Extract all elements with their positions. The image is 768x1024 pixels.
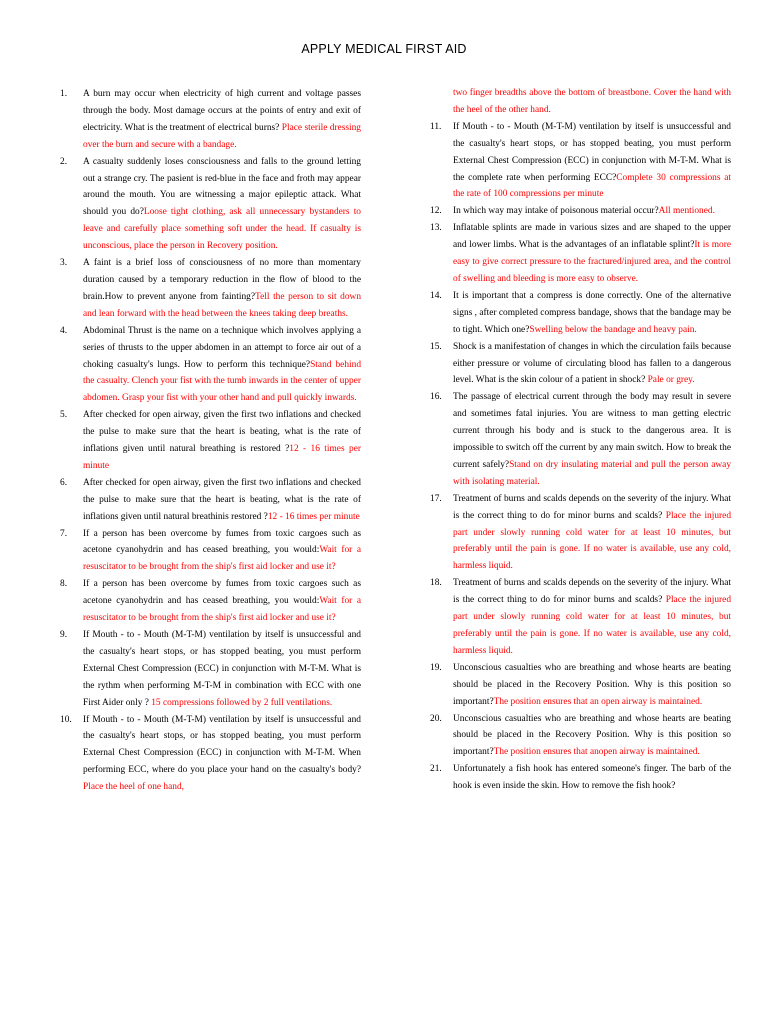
question-text: A casualty suddenly loses consciousness and falls to the ground letting out a strange cry. The pasient is red-blue in the face and froth may appear around the mouth. You are witnessing a major epileptic attack. What should you do? [83,156,361,218]
question-item [430,220,731,288]
question-item [60,526,362,577]
question-item [430,389,732,490]
answer-text: All mentioned. [658,206,715,217]
question-item [60,255,362,323]
question-text: It is important that a compress is done correctly. One of the alternative signs , after completed compress bandage, shows that the bandage may be to tight. Which one? [453,290,731,335]
answer-text: The position ensures that anopen airway is maintained. [493,747,700,758]
question-item [430,575,732,660]
answer-text: Loose tight clothing, ask all unnecessary bystanders to leave and carefully place something soft under the head. If casualty is unconscious, place the person in Recovery position. [83,207,361,252]
question-number: 21. [430,764,442,775]
question-number: 14. [430,290,442,301]
question-item [430,761,731,795]
answer-text: It is more easy to give correct pressure to the fractured/injured area, and the control of swelling and bleeding is more easy to observe. [453,240,731,284]
answer-text: 15 compressions followed by 2 full ventilations. [151,697,333,708]
left-column [60,86,362,796]
question-item [430,119,731,204]
question-text: Unconscious casualties who are breathing and whose hearts are beating should be placed in the Recovery Position. Why is this position so important? [453,713,731,758]
question-text: After checked for open airway, given the first two inflations and checked the pulse to make sure that the heart is beating, what is the rate of inflations given until natural breathing is restored ? [83,410,361,455]
question-text: Treatment of burns and scalds depends on the severity of the injury. What is the correct thing to do for minor burns and scalds? [453,578,731,606]
question-text: A faint is a brief loss of consciousness of no more than momentary duration caused by a temporary reduction in the flow of blood to the brain.How to prevent anyone from fainting? [83,258,361,302]
question-number: 1. [60,89,68,99]
question-item [60,407,361,475]
question-text: Unfortunately a fish hook has entered someone's finger. The barb of the hook is even inside the skin. How to remove the fish hook? [453,764,731,792]
question-number: 6. [60,477,68,488]
question-number: 8. [60,579,68,590]
question-text: If a person has been overcome by fumes from toxic cargoes such as acetone cyanohydrin and has ceased breathing, you would: [83,579,361,607]
question-number: 9. [60,630,68,640]
answer-text: Complete 30 compressions at the rate of 100 compressions per minute [453,172,731,200]
question-number: 7. [60,528,68,539]
question-number: 15. [430,341,442,352]
question-text: If Mouth - to - Mouth (M-T-M) ventilation by itself is unsuccessful and the casualty's heart stops, or has stopped beating, you must perform External Chest Compression (ECC) in conjunction with M-T-M. What is the rythm when performing M-T-M in combination with ECC with one First Aider only ? [83,630,361,708]
question-item [430,660,731,711]
question-text: The passage of electrical current through the body may result in severe and sometimes fatal injuries. You are witness to man getting electric current through his body and is stuck to the dangerous area. It is impossible to switch off the current by any main switch. How to break the current safely? [453,392,731,470]
answer-text: Place the injured part under slowly running cold water for at least 10 minutes, but preferably until the pain is gone. If no water is available, use any cold, harmless liquid. [453,510,732,572]
question-item [430,203,731,220]
question-number: 3. [60,258,68,269]
answer-continuation: two finger breadths above the bottom of breastbone. Cover the hand with the heel of the other hand. [453,88,731,115]
question-number: 10. [60,714,72,725]
question-number: 17. [430,493,442,504]
question-text: A burn may occur when electricity of high current and voltage passes through the body. Most damage occurs at the points of entry and exit of electricity. What is the treatment of electrical burns? [83,89,361,133]
question-number: 13. [430,223,442,234]
question-number: 20. [430,713,442,724]
question-text: Shock is a manifestation of changes in which the circulation fails because either pressure or volume of circulating blood has fallen to a dangerous level. What is the skin colour of a patient in shock? [453,341,731,386]
right-column [430,85,732,795]
question-text: If Mouth - to - Mouth (M-T-M) ventilation by itself is unsuccessful and the casualty's heart stops, or has stopped beating, you must perform External Chest Compression (ECC) in conjunction with M-T-M. When performing ECC, where do you place your hand on the casualty's body? [83,714,361,776]
answer-text: Place the injured part under slowly running cold water for at least 10 minutes, but preferably until the pain is gone. If no water is available, use any cold, harmless liquid. [453,595,732,656]
answer-text: Pale or grey. [647,375,695,386]
question-item [430,339,731,390]
question-text: If Mouth - to - Mouth (M-T-M) ventilation by itself is unsuccessful and the casualty's heart stops, or has stopped beating, you must perform External Chest Compression (ECC) in conjunction with M-T-M. What is the complete rate when performing ECC? [453,121,731,183]
question-text: Abdominal Thrust is the name on a technique which involves applying a series of thrusts to the upper abdomen in an attempt to force air out of a choking casualty's lungs. How to perform this technique? [83,325,361,370]
question-item [430,491,732,576]
question-number: 16. [430,392,442,403]
page-title: APPLY MEDICAL FIRST AID [301,42,467,56]
answer-text: The position ensures that an open airway is maintained. [493,696,703,707]
question-number: 11. [430,121,442,132]
question-number: 19. [430,662,442,673]
question-number: 18. [430,578,442,589]
question-item [60,475,361,526]
answer-text: Place sterile dressing over the burn and secure with a bandage. [83,122,361,150]
question-number: 5. [60,410,68,421]
answer-text: 12 - 16 times per minute [83,444,361,471]
question-item [430,288,731,339]
answer-text: Wait for a resuscitator to be brought from the ship's first aid locker and use it? [83,545,362,573]
question-text: Inflatable splints are made in various sizes and are shaped to the upper and lower limbs. What is the advantages of an inflatable splint? [453,223,731,251]
question-number: 2. [60,156,68,167]
question-item [60,576,362,627]
question-text: After checked for open airway, given the first two inflations and checked the pulse to make sure that the heart is beating, what is the rate of inflations given until natural breathinis restored ? [83,477,361,522]
question-item [60,627,361,712]
question-text: If a person has been overcome by fumes from toxic cargoes such as acetone cyanohydrin and has ceased breathing, you would: [83,528,361,556]
answer-text: Tell the person to sit down and lean forward with the head between the knees taking deep breaths. [83,291,362,319]
answer-text: Stand on dry insulating material and pull the person away with isolating material. [453,459,732,487]
answer-text: Place the heel of one hand, [83,782,185,793]
answer-text: Wait for a resuscitator to be brought from the ship's first aid locker and use it? [83,596,362,624]
question-item [60,712,361,797]
question-text: Unconscious casualties who are breathing and whose hearts are beating should be placed in the Recovery Position. Why is this position so important? [453,662,731,707]
question-text: In which way may intake of poisonous material occur? [453,206,659,217]
answer-text: 12 - 16 times per minute [267,511,360,522]
answer-text: Swelling below the bandage and heavy pain. [529,324,697,335]
question-item [60,323,362,408]
question-item [430,711,731,762]
question-text: Treatment of burns and scalds depends on the severity of the injury. What is the correct thing to do for minor burns and scalds? [453,493,731,521]
question-number: 12. [430,206,442,217]
answer-text: Stand behind the casualty. Clench your fist with the tumb inwards in the center of upper abdomen. Grasp your fist with your other hand and pull quickly inwards. [83,359,362,404]
question-item [60,154,361,255]
question-number: 4. [60,325,68,336]
question-item [60,86,361,154]
